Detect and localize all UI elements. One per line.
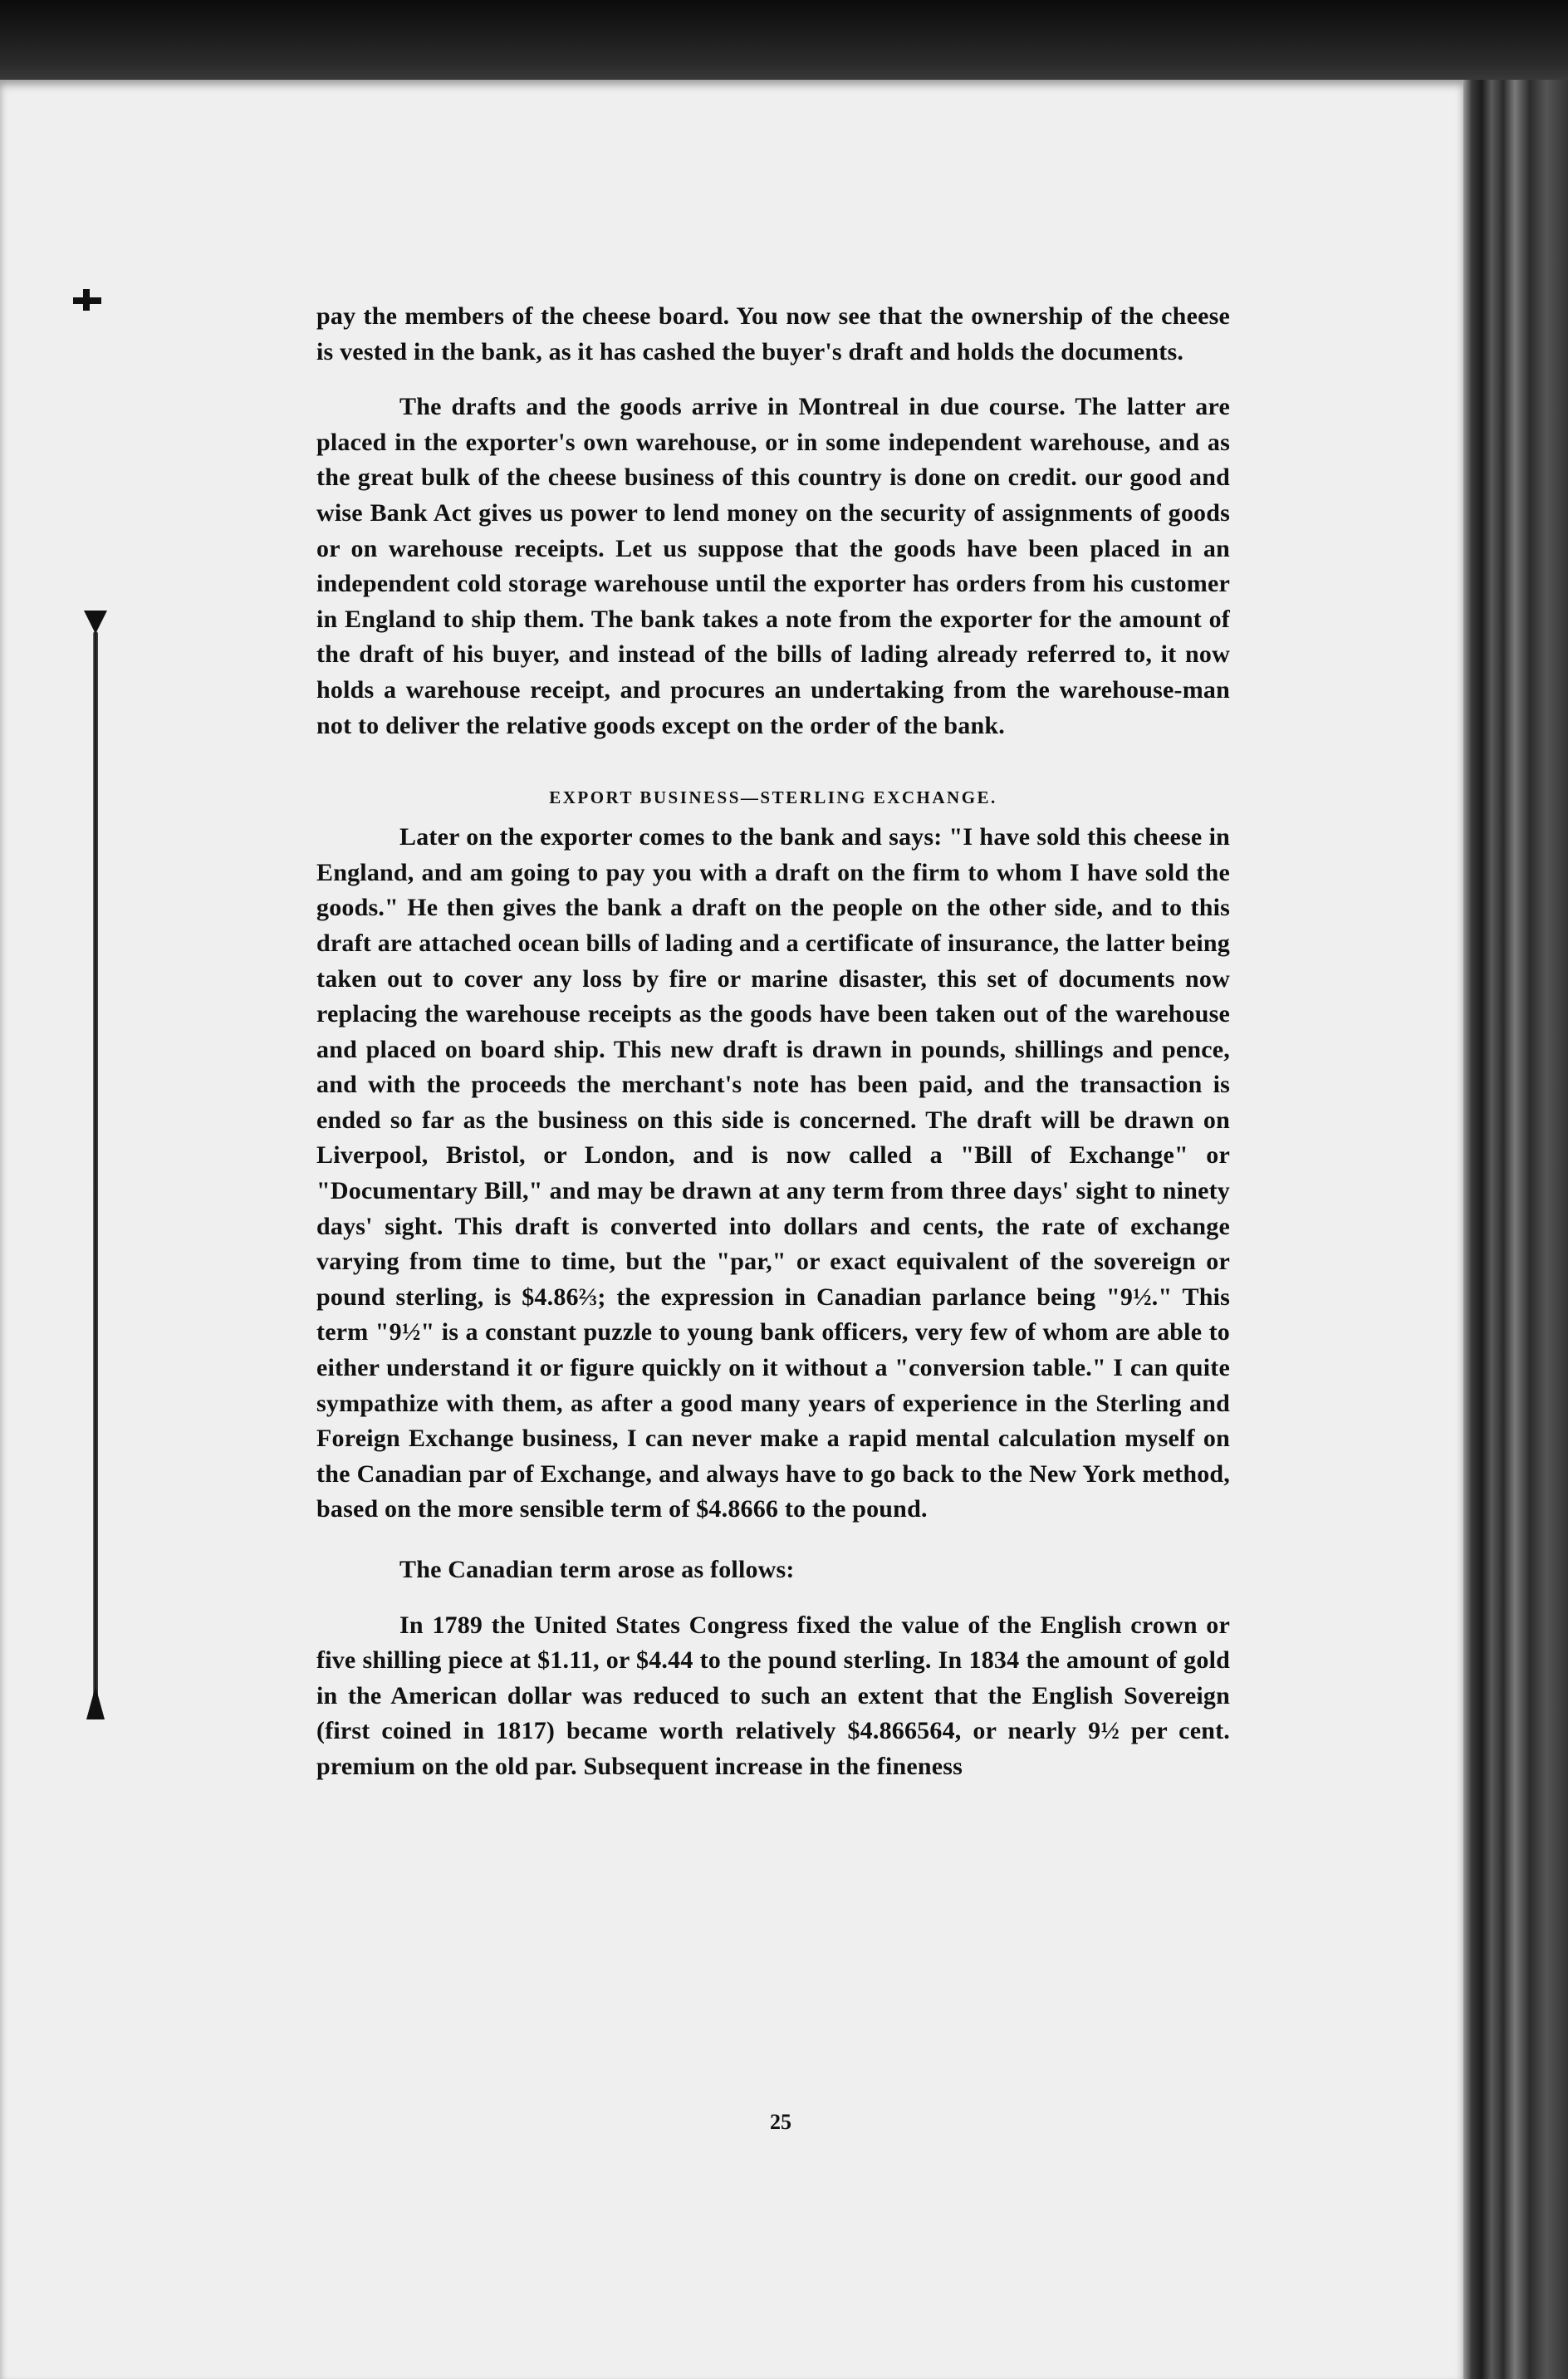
binding-arrow-bottom-icon [86, 1686, 105, 1719]
text-column [316, 299, 1230, 1785]
scan-border-top [0, 0, 1568, 91]
margin-mark [73, 297, 101, 304]
binding-arrow-top-icon [84, 611, 107, 634]
paragraph-5: In 1789 the United States Congress fixed the value of the English crown or five shilling piece at $1.11, or $4.44 to the pound sterling. In 1834 the amount of gold in the American dollar was reduced to such an extent that the English Sovereign (first coined in 1817) became worth relatively $4.866564, or nearly 9½ per cent. premium on the old par. Subsequent increase in the fineness [316, 1611, 1230, 1780]
paragraph-2: The drafts and the goods arrive in Montreal in due course. The latter are placed in the exporter's own warehouse, or in some independent warehouse, and as the great bulk of the cheese business of this country is done on credit. our good and wise Bank Act gives us power to lend money on the security of assignments of goods or on warehouse receipts. Let us suppose that the goods have been placed in an independent cold storage warehouse until the exporter has orders from his customer in England to ship them. The bank takes a note from the exporter for the amount of the draft of his buyer, and instead of the bills of lading already referred to, it now holds a warehouse receipt, and procures an undertaking from the warehouse-man not to deliver the relative goods except on the order of the bank. [316, 393, 1230, 739]
paragraph-4: The Canadian term arose as follows: [399, 1556, 795, 1583]
page-number: 25 [770, 2110, 791, 2134]
paragraph-1: pay the members of the cheese board. You now see that the ownership of the cheese is vested in the bank, as it has cashed the buyer's draft and holds the documents. [316, 302, 1230, 365]
paragraph-3: Later on the exporter comes to the bank and says: "I have sold this cheese in England, and am going to pay you with a draft on the firm to whom I have sold the goods." He then gives the bank a draft on the people on the other side, and to this draft are attached ocean bills of lading and a certificate of insurance, the latter being taken out to cover any loss by fire or marine disaster, this set of documents now replacing the warehouse receipts as the goods have been taken out of the warehouse and placed on board ship. This new draft is drawn in pounds, shillings and pence, and with the proceeds the merchant's note has been paid, and the transaction is ended so far as the business on this side is concerned. The draft will be drawn on Liverpool, Bristol, or London, and is now called a "Bill of Exchange" or "Documentary Bill," and may be drawn at any term from three days' sight to ninety days' sight. This draft is converted into dollars and cents, the rate of exchange varying from time to time, but the "par," or exact equivalent of the sovereign or pound sterling, is $4.86⅔; the expression in Canadian parlance being "9½." This term "9½" is a constant puzzle to young bank officers, very few of whom are able to either understand it or figure quickly on it without a "conversion table." I can quite sympathize with them, as after a good many years of experience in the Sterling and Foreign Exchange business, I can never make a rapid mental calculation myself on the Canadian par of Exchange, and always have to go back to the New York method, based on the more sensible term of $4.8666 to the pound. [316, 823, 1230, 1523]
page-edge [1463, 80, 1568, 2379]
binding-bar [93, 631, 98, 1703]
section-heading: EXPORT BUSINESS—STERLING EXCHANGE. [549, 787, 997, 808]
